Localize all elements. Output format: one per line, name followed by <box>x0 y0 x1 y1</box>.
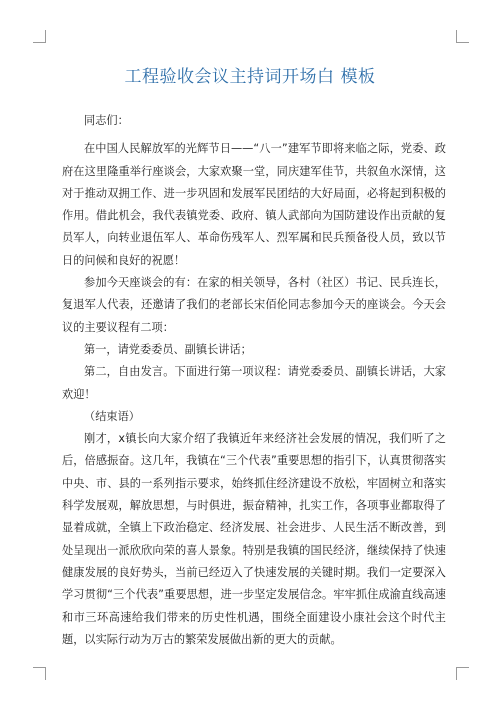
paragraph-opening: 在中国人民解放军的光辉节日——“八一”建军节即将来临之际，党委、政府在这里隆重举行座谈会，大家欢聚一堂，同庆建军佳节，共叙鱼水深情，这对于推动双拥工作、进一步巩固和发展军民团结的大好局面，必将起到积极的作用。借此机会，我代表镇党委、政府、镇人武部向为国防建设作出贡献的复员军人，向转业退伍军人、革命伤残军人、烈军属和民兵预备役人员，致以节日的问候和良好的祝愿！ <box>62 142 446 267</box>
greeting: 同志们： <box>84 114 129 127</box>
paragraph-agenda-item-2: 第二，自由发言。下面进行第一项议程：请党委委员、副镇长讲话，大家欢迎！ <box>62 365 446 401</box>
paragraph-agenda-item-1: 第一，请党委委员、副镇长讲话； <box>84 342 252 356</box>
page-corner-mark-top-right <box>456 30 469 43</box>
document-title: 工程验收会议主持词开场白 模板 <box>124 67 376 87</box>
page-corner-mark-bottom-right <box>456 667 469 680</box>
document-body <box>62 110 446 651</box>
paragraph-attendees: 参加今天座谈会的有：在家的相关领导，各村（社区）书记、民兵连长，复退军人代表，还邀请了我们的老部长宋佰伦同志参加今天的座谈会。今天会议的主要议程有二项： <box>62 276 446 334</box>
paragraph-closing: 刚才，x镇长向大家介绍了我镇近年来经济社会发展的情况，我们听了之后，倍感振奋。这几年，我镇在“三个代表”重要思想的指引下，认真贯彻落实中央、市、县的一系列指示要求，始终抓住经济建设不放松，牢固树立和落实科学发展观，解放思想，与时俱进，振奋精神，扎实工作，各项事业都取得了显着成就，全镇上下政治稳定、经济发展、社会进步、人民生活不断改善，到处呈现出一派欣欣向荣的喜人景象。特别是我镇的国民经济，继续保持了快速健康发展的良好势头，当前已经迈入了快速发展的关键时期。我们一定要深入学习贯彻“三个代表”重要思想，进一步坚定发展信念。牢牢抓住成渝直线高速和市三环高速给我们带来的历史性机遇，围绕全面建设小康社会这个时代主题，以实际行动为万古的繁荣发展做出新的更大的贡献。 <box>62 432 446 646</box>
paragraph-closing-heading: （结束语） <box>84 409 140 423</box>
page-corner-mark-bottom-left <box>33 667 46 680</box>
page-corner-mark-top-left <box>33 30 46 43</box>
